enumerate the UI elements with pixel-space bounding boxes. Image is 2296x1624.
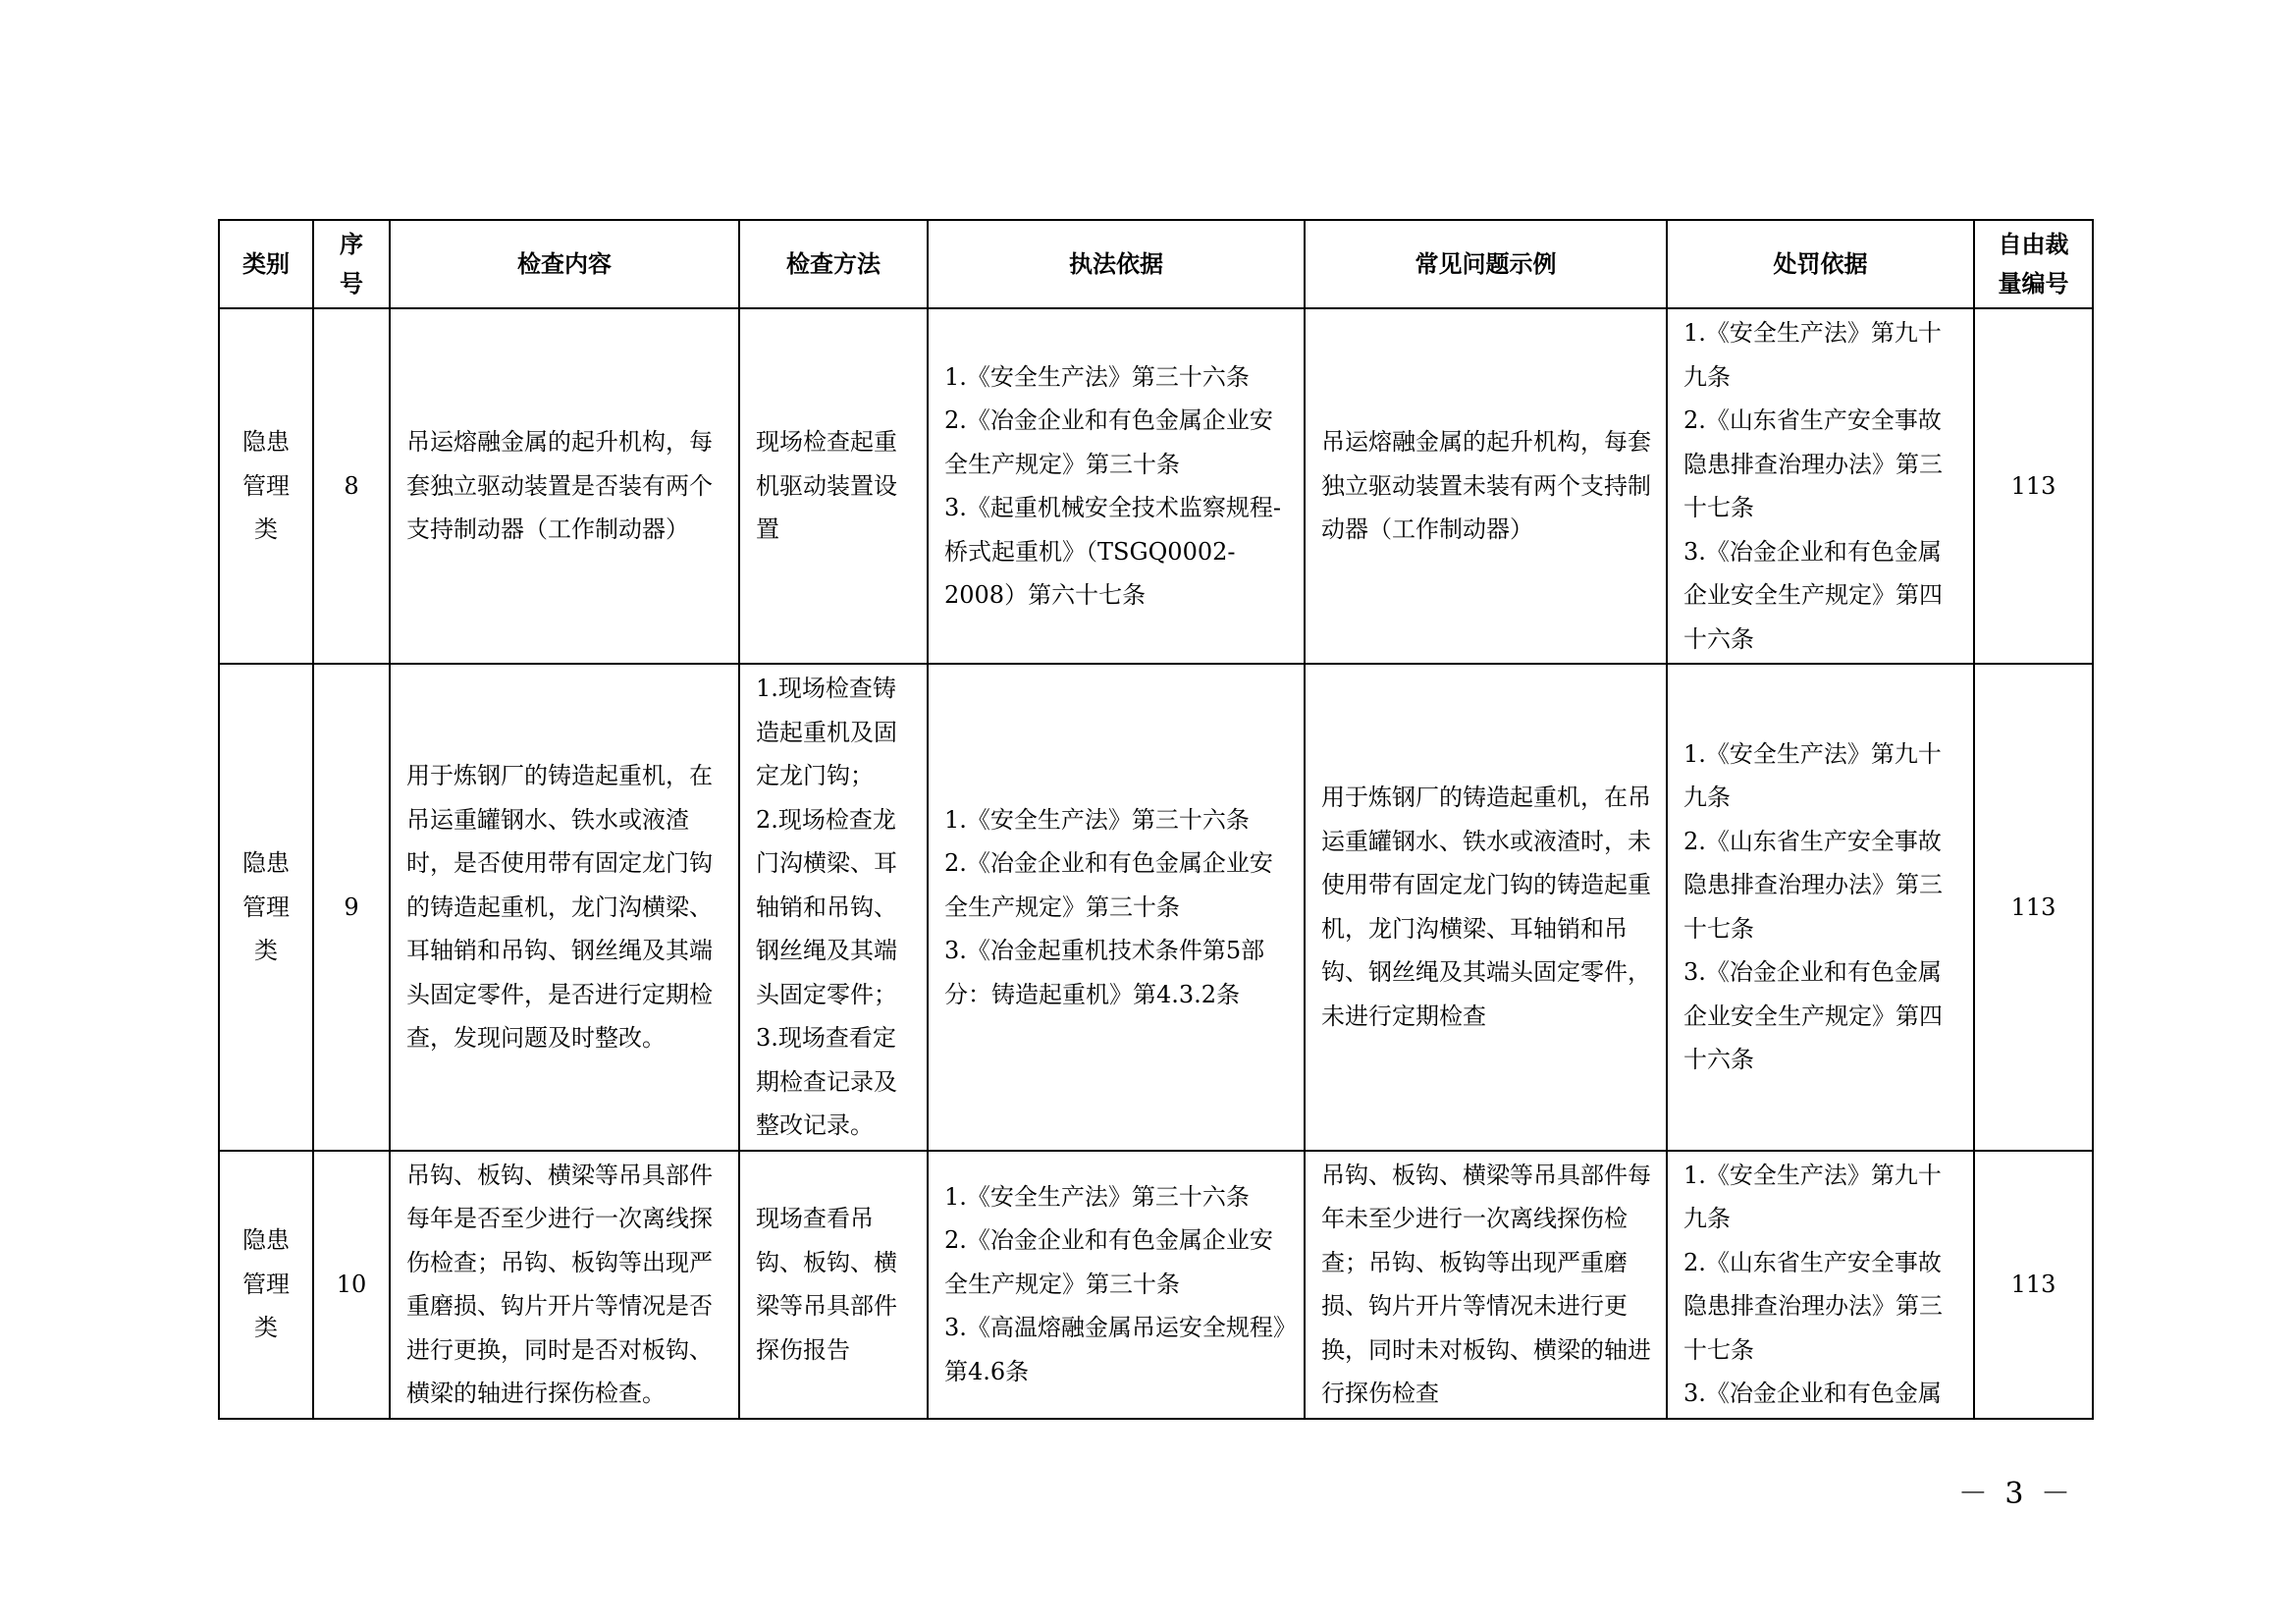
cell-legal-basis: 1.《安全生产法》第三十六条 2.《冶金企业和有色金属企业安全生产规定》第三十条 3.《冶金起重机技术条件第5部分：铸造起重机》第4.3.2条 <box>928 664 1305 1151</box>
cell-common-issues: 用于炼钢厂的铸造起重机，在吊运重罐钢水、铁水或液渣时，未使用带有固定龙门钩的铸造起重机，龙门沟横梁、耳轴销和吊钩、钢丝绳及其端头固定零件，未进行定期检查 <box>1305 664 1667 1151</box>
page-number: － 3 － <box>1957 1477 2074 1511</box>
cell-check-content: 吊运熔融金属的起升机构，每套独立驱动装置是否装有两个支持制动器（工作制动器） <box>390 308 739 664</box>
cell-common-issues: 吊钩、板钩、横梁等吊具部件每年未至少进行一次离线探伤检查；吊钩、板钩等出现严重磨损、钩片开片等情况未进行更换，同时未对板钩、横梁的轴进行探伤检查 <box>1305 1151 1667 1419</box>
cell-serial-no: 10 <box>313 1151 390 1419</box>
header-legal-basis: 执法依据 <box>928 220 1305 308</box>
header-category: 类别 <box>219 220 313 308</box>
cell-check-content: 吊钩、板钩、横梁等吊具部件每年是否至少进行一次离线探伤检查；吊钩、板钩等出现严重磨损、钩片开片等情况是否进行更换，同时是否对板钩、横梁的轴进行探伤检查。 <box>390 1151 739 1419</box>
cell-penalty-basis: 1.《安全生产法》第九十九条 2.《山东省生产安全事故隐患排查治理办法》第三十七条 3.《冶金企业和有色金属企业安全生产规定》第四十六条 <box>1667 308 1974 664</box>
cell-discretion-code: 113 <box>1974 664 2093 1151</box>
cell-check-content: 用于炼钢厂的铸造起重机，在吊运重罐钢水、铁水或液渣时，是否使用带有固定龙门钩的铸造起重机，龙门沟横梁、耳轴销和吊钩、钢丝绳及其端头固定零件，是否进行定期检查，发现问题及时整改。 <box>390 664 739 1151</box>
table-row <box>219 664 2093 1151</box>
header-penalty-basis: 处罚依据 <box>1667 220 1974 308</box>
cell-discretion-code: 113 <box>1974 308 2093 664</box>
cell-discretion-code: 113 <box>1974 1151 2093 1419</box>
cell-penalty-basis: 1.《安全生产法》第九十九条 2.《山东省生产安全事故隐患排查治理办法》第三十七条 3.《冶金企业和有色金属 <box>1667 1151 1974 1419</box>
cell-serial-no: 9 <box>313 664 390 1151</box>
cell-serial-no: 8 <box>313 308 390 664</box>
header-common-issues: 常见问题示例 <box>1305 220 1667 308</box>
table-header-row <box>219 220 2093 308</box>
cell-penalty-basis: 1.《安全生产法》第九十九条 2.《山东省生产安全事故隐患排查治理办法》第三十七条 3.《冶金企业和有色金属企业安全生产规定》第四十六条 <box>1667 664 1974 1151</box>
header-check-content: 检查内容 <box>390 220 739 308</box>
cell-check-method: 现场查看吊钩、板钩、横梁等吊具部件探伤报告 <box>739 1151 928 1419</box>
header-discretion-code: 自由裁 量编号 <box>1974 220 2093 308</box>
cell-legal-basis: 1.《安全生产法》第三十六条 2.《冶金企业和有色金属企业安全生产规定》第三十条 3.《起重机械安全技术监察规程-桥式起重机》（TSGQ0002-2008）第六十七条 <box>928 308 1305 664</box>
cell-check-method: 1.现场检查铸造起重机及固定龙门钩； 2.现场检查龙门沟横梁、耳轴销和吊钩、钢丝绳及其端头固定零件； 3.现场查看定期检查记录及整改记录。 <box>739 664 928 1151</box>
cell-common-issues: 吊运熔融金属的起升机构，每套独立驱动装置未装有两个支持制动器（工作制动器） <box>1305 308 1667 664</box>
header-serial-no: 序 号 <box>313 220 390 308</box>
cell-category: 隐患 管理 类 <box>219 1151 313 1419</box>
cell-category: 隐患 管理 类 <box>219 308 313 664</box>
header-check-method: 检查方法 <box>739 220 928 308</box>
cell-check-method: 现场检查起重机驱动装置设置 <box>739 308 928 664</box>
cell-legal-basis: 1.《安全生产法》第三十六条 2.《冶金企业和有色金属企业安全生产规定》第三十条 3.《高温熔融金属吊运安全规程》第4.6条 <box>928 1151 1305 1419</box>
table-row <box>219 308 2093 664</box>
cell-category: 隐患 管理 类 <box>219 664 313 1151</box>
inspection-table <box>218 219 2094 1420</box>
table-row <box>219 1151 2093 1419</box>
